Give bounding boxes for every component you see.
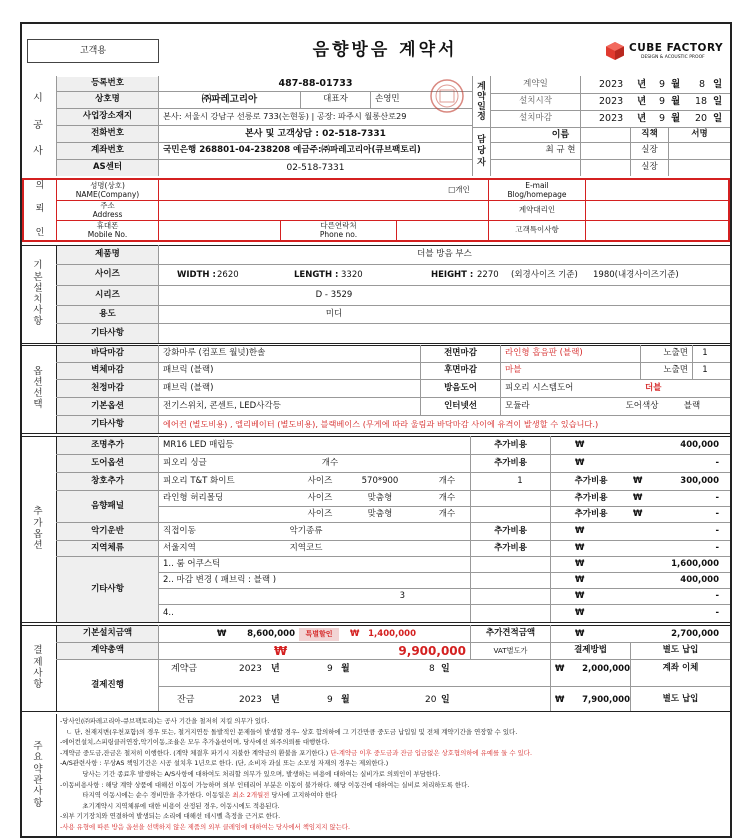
contract-agent-label: 계약대리인 [518, 205, 556, 215]
light-cost: ₩ 400,000 [575, 440, 719, 450]
back-finish-value: 마블 [505, 365, 522, 376]
panel-count-label: 개수 [438, 492, 456, 503]
extra-etc-label: 기타사항 [57, 557, 158, 622]
schedule-contract-label: 계약일 [523, 79, 548, 90]
door-label: 방음도어 [444, 382, 477, 393]
door-cost-label: 추가비용 [494, 457, 527, 468]
term-line: 당사는 기간 종료후 발생하는 A/S사항에 대하여도 처리할 의무가 있으며, 발생하는 비용에 대하여는 실비가로 의뢰인이 부담한다. [60, 769, 441, 778]
company-seal [428, 78, 466, 114]
schedule-start-label: 설치시작 [519, 96, 552, 107]
total-value: ₩ 9,900,000 [274, 644, 466, 658]
company-name-value: ㈜파레고리아 [201, 93, 258, 105]
light-label: 조명추가 [57, 437, 158, 454]
back-finish-label: 후면마감 [444, 365, 477, 376]
options-etc-value: 에어컨 (별도비용) , 엘리베이터 (별도비용), 블랙베이스 (무게에 따라 울림과 바닥마감 사이에 유격이 발생할 수 있습니다.) [163, 418, 599, 429]
panel-cost-label-2: 추가비용 [574, 508, 608, 519]
window-count-label: 개수 [438, 475, 456, 486]
schedule-start-date: 2023 년 9 월 18 일 [599, 96, 723, 107]
internet-label: 인터넷선 [444, 400, 477, 411]
logo-main-text: CUBE FACTORY [629, 42, 724, 54]
ceiling-label: 천정마감 [57, 380, 158, 397]
light-value: MR16 LED 매립등 [163, 439, 234, 450]
panel-size-value-2: 맞춤형 [367, 508, 393, 519]
client-other-phone-label: 다른연락처 Phone no. [319, 221, 358, 239]
as-center-value: 02-518-7331 [286, 162, 345, 173]
basic-etc-value [159, 324, 730, 343]
manager-name-value: 최 규 현 [545, 145, 576, 156]
manager-title-value-2: 실장 [641, 162, 658, 173]
series-value: D - 3529 [315, 289, 353, 300]
options-etc-label: 기타사항 [57, 416, 158, 433]
discount-label: 특별할인 [299, 628, 339, 641]
term-line: ㄴ 단, 천재지변(우천포함)의 경우 또는, 철거지연등 돌발적인 문제들이 발생할 경우- 상호 합의하에 그 기간만큼 중도금 납입일 및 전체 계약기간을 연장할 수 있다. [60, 727, 518, 736]
region-value: 서울지역 [163, 542, 196, 553]
extra-etc-1-cost: ₩ 1,600,000 [575, 559, 719, 569]
representative-label: 대표자 [323, 94, 348, 105]
client-notes-label: 고객특이사항 [515, 225, 559, 235]
personal-checkbox[interactable]: □개인 [448, 185, 470, 195]
client-side-label: 의 뢰 인 [35, 181, 45, 238]
door-type-value: 더블 [645, 382, 662, 393]
copy-label: 고객용 [27, 39, 159, 63]
door-option-value: 피오리 싱글 [163, 457, 207, 468]
term-line: -외부 기기장치와 연결하여 발생되는 소리에 대해선 데시벨 측정을 근거로 한다. [60, 812, 281, 821]
client-address-label: 주소 Address [92, 201, 123, 219]
panel-label: 음향패널 [57, 491, 158, 522]
region-label: 지역체류 [57, 541, 158, 556]
term-line: -이동비용사항 : 해당 계약 상품에 대해선 이동이 가능하며 외부 인테리어 부분은 이동이 불가하다. 해당 이동건에 대하여는 실비로 처리하도록 한다. [60, 780, 470, 789]
terms-list [60, 716, 728, 834]
balance-type: 별도 납입 [662, 694, 699, 705]
window-cost: ₩ 300,000 [633, 476, 719, 486]
product-label: 제품명 [57, 246, 158, 264]
window-label: 창호추가 [57, 473, 158, 490]
balance-row: 잔금 2023 년 9 월 20 일 [177, 695, 450, 705]
panel-value: 라인형 허리몰딩 [163, 492, 224, 503]
wall-label: 벽체마감 [57, 363, 158, 379]
front-finish-value: 라인형 흡음판 (블랙) [505, 348, 583, 359]
door-color-label: 도어색상 [625, 400, 659, 411]
phone-value: 본사 및 고객상담 : 02-518-7331 [245, 128, 386, 139]
floor-value: 강화마루 (컴포트 월넛)한솔 [163, 348, 266, 359]
mover-cost-label: 추가비용 [494, 525, 527, 536]
manager-side-label: 담 당 자 [477, 135, 486, 168]
payment-side-label: 결 제 사 항 [33, 645, 43, 691]
discount-value: ₩ 1,400,000 [350, 629, 416, 639]
extra-etc-4-cost: ₩ - [575, 608, 719, 618]
size-label: 사이즈 [57, 265, 158, 285]
door-value: 피오리 시스템도어 [505, 382, 574, 393]
term-line: -당사인(㈜파레고리아-큐브팩토리)는 공사 기간을 철저히 지킬 의무가 있다. [60, 717, 270, 725]
manager-name-label: 이름 [551, 129, 570, 140]
panel-size-label: 사이즈 [307, 492, 333, 503]
exposed-label-1: 노출면 [663, 348, 688, 359]
payment-progress-label: 결제진행 [91, 679, 124, 690]
payment-method-value: 별도 납입 [662, 645, 699, 656]
window-value: 피오리 T&T 화이트 [163, 475, 235, 486]
client-name-label: 성명(상호) NAME(Company) [75, 181, 140, 199]
account-value: 국민은행 268801-04-238208 예금주:㈜파레고리아(큐브팩토리) [163, 145, 421, 156]
use-label: 용도 [57, 306, 158, 323]
extra-etc-2: 2.. 마감 변경 ( 패브릭 : 블랙 ) [163, 574, 277, 585]
exposed-value-1: 1 [702, 348, 708, 359]
account-label: 계좌번호 [57, 143, 158, 159]
page-title: 음향방음 계약서 [312, 40, 458, 61]
deposit-type: 계좌 이체 [662, 663, 699, 674]
term-line: -에어컨설치,스피링클러연장,악기이동,조율은 모두 추가옵션이며, 당사에선 외주의뢰를 대행한다. [60, 738, 330, 747]
company-name-label: 상호명 [57, 92, 158, 108]
door-cost: ₩ - [575, 458, 719, 468]
vat-label: VAT별도가 [493, 645, 528, 655]
term-line: 초기계약시 지역체류에 대한 비용이 산정된 경우, 이동시에도 적용된다. [60, 801, 280, 810]
internet-value: 모듈라 [505, 400, 530, 411]
address-value: 본사: 서울시 강남구 선릉로 733(논현동) | 공장: 파주시 월롱산로29 [163, 111, 407, 122]
added-estimate-label: 추가견적금액 [485, 628, 536, 639]
terms-side-label: 주 요 약 관 사 항 [33, 740, 43, 809]
extra-etc-3-cost: ₩ - [575, 591, 719, 601]
extra-etc-2-cost: ₩ 400,000 [575, 575, 719, 585]
options-side-label: 옵 션 선 택 [33, 366, 43, 410]
phone-label: 전화번호 [57, 126, 158, 142]
payment-method-label: 결제방법 [574, 645, 607, 656]
extra-etc-4: 4.. [163, 607, 174, 618]
window-cost-label: 추가비용 [574, 475, 608, 486]
as-center-label: AS센터 [57, 160, 158, 176]
panel-cost-label: 추가비용 [574, 492, 608, 503]
schedule-end-date: 2023 년 9 월 20 일 [599, 113, 723, 124]
client-email-label: E-mail Blog/homepage [507, 181, 567, 199]
schedule-contract-date: 2023 년 9 월 8 일 [599, 79, 723, 90]
schedule-end-label: 설치마감 [519, 113, 552, 124]
term-line: 타지역 이동시에는 순수 경비만을 추가한다. 이동일은 최소 2개월전 당사에 고지하여야 한다 [60, 791, 338, 800]
added-estimate-value: ₩ 2,700,000 [575, 629, 719, 639]
mover-value: 직접이동 [163, 525, 196, 536]
extra-etc-1: 1.. 룸 어쿠스틱 [163, 558, 221, 569]
mover-label: 악기운반 [57, 523, 158, 540]
exposed-label-2: 노출면 [663, 365, 688, 376]
door-option-label: 도어옵션 [57, 455, 158, 472]
wall-value: 패브릭 (블랙) [163, 365, 214, 376]
light-cost-label: 추가비용 [494, 439, 527, 450]
region-code-label: 지역코드 [289, 542, 323, 553]
basic-option-value: 전기스위치, 콘센트, LED사각등 [163, 400, 281, 411]
instrument-type-label: 악기종류 [289, 525, 323, 536]
company-side-label: 시 공 사 [33, 93, 43, 158]
term-line: -계약금 중도금,잔금은 철저히 이행한다. (계약 체결후 파기시 지불한 계약금의 환불을 포기한다.) 단-계약금 이후 중도금과 잔금 입금없은 상호협의하에 유예를 둘 수 있다. [60, 748, 532, 757]
manager-sign-label: 서명 [691, 129, 708, 140]
client-mobile-label: 휴대폰 Mobile No. [87, 221, 128, 239]
ceiling-value: 패브릭 (블랙) [163, 382, 214, 393]
total-label: 계약총액 [57, 643, 158, 659]
deposit-row: 계약금 2023 년 9 월 8 일 [171, 664, 450, 674]
window-size-label: 사이즈 [307, 475, 333, 486]
reg-number-value: 487-88-01733 [278, 77, 353, 89]
panel-count-label-2: 개수 [438, 508, 456, 519]
address-label: 사업장소재지 [57, 109, 158, 125]
basic-etc-label: 기타사항 [57, 324, 158, 343]
base-amount-label: 기본설치금액 [57, 626, 158, 642]
window-size-value: 570*900 [361, 475, 399, 486]
panel-size-label-2: 사이즈 [307, 508, 333, 519]
manager-title-label: 직책 [641, 129, 658, 140]
basic-option-label: 기본옵션 [57, 398, 158, 415]
mover-cost: ₩ - [575, 526, 719, 536]
manager-title-value: 실장 [641, 145, 658, 156]
basic-side-label: 기 본 설 치 사 항 [33, 260, 43, 328]
region-cost-label: 추가비용 [494, 542, 527, 553]
window-count-value: 1 [517, 475, 523, 486]
door-color-value: 블랙 [683, 400, 701, 411]
panel-cost: ₩ - [633, 493, 719, 503]
series-label: 시리즈 [57, 286, 158, 305]
product-value: 더블 방음 부스 [417, 249, 472, 260]
door-count-label: 개수 [321, 457, 339, 468]
logo-sub-text: DESIGN & ACOUSTIC PROOF [641, 55, 705, 60]
term-line: -사용 유형에 따른 방음 옵션을 선택하지 않은 제품의 외부 클레임에 대하여는 당사에서 책임지지 않는다. [60, 822, 351, 831]
extra-etc-3: 3 [399, 590, 405, 601]
reg-number-label: 등록번호 [57, 77, 158, 91]
panel-size-value: 맞춤형 [367, 492, 393, 503]
extra-side-label: 추 가 옵 션 [33, 506, 43, 552]
exposed-value-2: 1 [702, 365, 708, 376]
front-finish-label: 전면마감 [444, 348, 477, 359]
size-values: WIDTH : 2620 LENGTH : 3320 HEIGHT : 2270 (외경사이즈 기준) 1980(내경사이즈기준) [177, 270, 679, 280]
balance-amount: ₩ 7,900,000 [555, 695, 630, 705]
use-value: 미디 [325, 308, 343, 319]
base-amount-value: ₩ 8,600,000 [217, 629, 295, 639]
schedule-side-label: 계 약 일 정 [477, 82, 486, 122]
representative-value: 손영민 [375, 94, 400, 105]
panel-cost-2: ₩ - [633, 509, 719, 519]
term-line: -A/S관련사항 : 무상AS 책임기간은 시공 설치후 1년으로 한다. (단, 소비자 과실 또는 소모성 자재의 경우는 제외한다.) [60, 759, 389, 768]
region-cost: ₩ - [575, 543, 719, 553]
floor-label: 바닥마감 [57, 346, 158, 362]
deposit-amount: ₩ 2,000,000 [555, 664, 630, 674]
